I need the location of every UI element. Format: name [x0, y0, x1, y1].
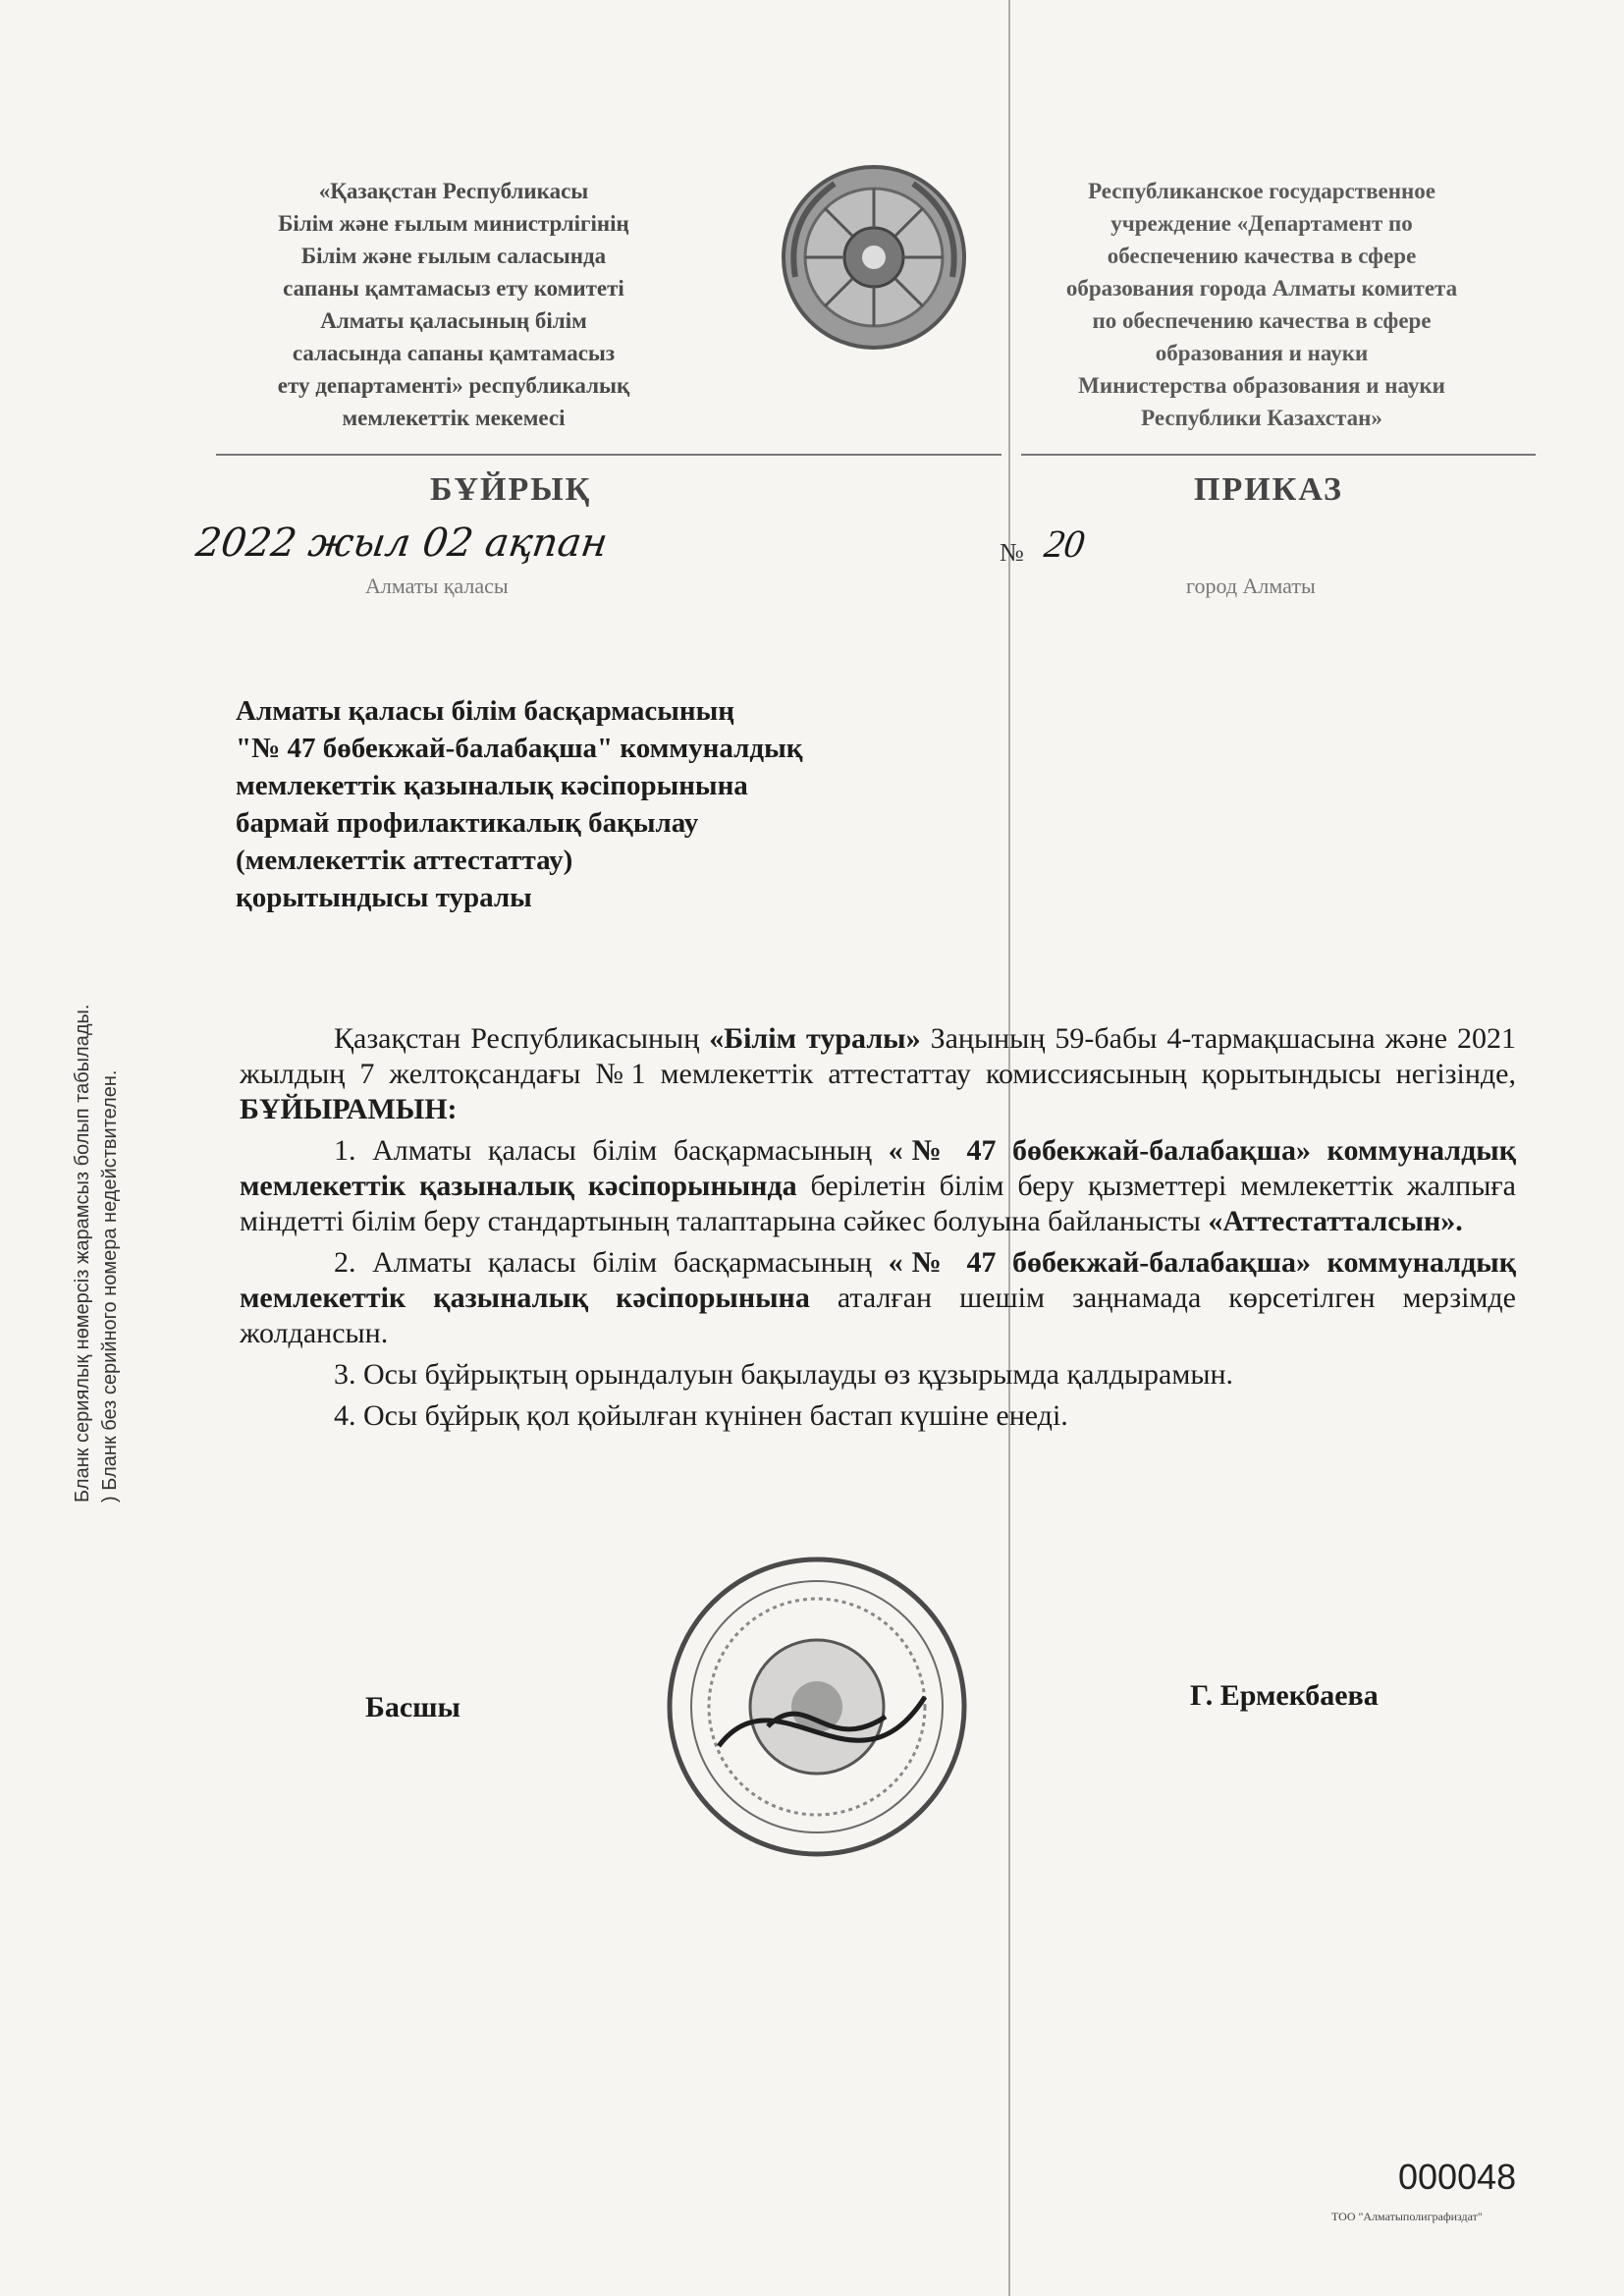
header-kz-line: Білім және ғылым саласында: [300, 244, 607, 268]
header-ru-line: обеспечению качества в сфере: [1107, 244, 1417, 268]
blank-disclaimer: [69, 835, 124, 1503]
title-line: мемлекеттік қазыналық кәсіпорынына: [236, 770, 748, 801]
header-ru: [1021, 175, 1502, 434]
intro-text: Қазақстан Республикасының: [334, 1022, 710, 1055]
official-seal-icon: [660, 1550, 974, 1864]
state-emblem-icon: [776, 159, 972, 355]
header-ru-line: образования и науки: [1155, 341, 1369, 365]
order-label-kz: БҰЙРЫҚ: [430, 471, 592, 508]
order-title: [236, 692, 802, 916]
institution-name: «№ 47 бөбекжай-балабақша» коммуналдық мемлекеттік қазыналық кәсіпорынында: [240, 1134, 1516, 1202]
handwritten-date: 2022 жыл 02 ақпан: [192, 520, 611, 566]
title-line: (мемлекеттік аттестаттау): [236, 845, 573, 876]
header-ru-line: Республиканское государственное: [1088, 179, 1435, 203]
city-ru: город Алматы: [1186, 574, 1316, 598]
law-name: «Білім туралы»: [709, 1022, 921, 1055]
order-item-1: [240, 1133, 1516, 1239]
handwritten-order-number: 20: [1041, 521, 1088, 566]
printer-imprint: ТОО "Алматыполиграфиздат": [1331, 2210, 1483, 2223]
signatory-role: Басшы: [365, 1691, 460, 1723]
header-kz-line: Білім және ғылым министрлігінің: [278, 211, 629, 236]
item-text: аталған шешім заңнамада көрсетілген мерзімде жолдансын.: [240, 1282, 1516, 1349]
item-text: берілетін білім беру қызметтері мемлекеттік жалпыға міндетті білім беру стандартының талаптарына сәйкес болуына байланысты: [240, 1170, 1516, 1237]
title-line: қорытындысы туралы: [236, 882, 532, 913]
signatory-name: Г. Ермекбаева: [1190, 1679, 1379, 1712]
disclaimer-ru: ) Бланк без серийного номера недействителен.: [99, 1069, 121, 1503]
order-label-ru: ПРИКАЗ: [1194, 471, 1343, 508]
order-item-3: 3. Осы бұйрықтың орындалуын бақылауды өз құзырымда қалдырамын.: [334, 1358, 1234, 1391]
title-line: Алматы қаласы білім басқармасының: [236, 695, 734, 727]
blank-serial-number: 000048: [1398, 2157, 1517, 2197]
header-kz-line: мемлекеттік мекемесі: [342, 406, 566, 430]
order-item-2: [240, 1245, 1516, 1351]
order-item-4: 4. Осы бұйрық қол қойылған күнінен бастап күшіне енеді.: [334, 1399, 1068, 1432]
header-kz: [218, 175, 689, 434]
intro-paragraph: [240, 1021, 1516, 1127]
header-kz-line: «Қазақстан Республикасы: [318, 179, 589, 203]
title-line: "№ 47 бөбекжай-балабақша" коммуналдық: [236, 733, 803, 764]
header-ru-line: Министерства образования и науки: [1078, 373, 1445, 398]
disclaimer-kz: Бланк сериялық нөмерсіз жарамсыз болып табылады.: [72, 1004, 93, 1503]
header-kz-line: сапаны қамтамасыз ету комитеті: [283, 276, 624, 301]
header-ru-line: Республики Казахстан»: [1141, 406, 1382, 430]
header-divider-left: [216, 454, 1001, 456]
header-ru-line: образования города Алматы комитета: [1065, 276, 1458, 301]
header-kz-line: саласында сапаны қамтамасыз: [292, 341, 616, 365]
title-line: бармай профилактикалық бақылау: [236, 807, 699, 839]
header-ru-line: учреждение «Департамент по: [1110, 211, 1413, 236]
header-kz-line: Алматы қаласының білім: [320, 308, 587, 333]
institution-name: «№ 47 бөбекжай-балабақша» коммуналдық мемлекеттік қазыналық кәсіпорынына: [240, 1246, 1516, 1314]
intro-text: Заңының 59-бабы 4-тармақшасына және 2021 жылдың 7 желтоқсандағы №1 мемлекеттік аттестаттау комиссиясының қорытындысы негізінде,: [240, 1022, 1517, 1090]
item-text: 1. Алматы қаласы білім басқармасының: [334, 1134, 889, 1167]
order-keyword: БҰЙЫРАМЫН:: [240, 1093, 458, 1125]
decision-keyword: «Аттестатталсын».: [1208, 1205, 1463, 1237]
header-kz-line: ету департаменті» республикалық: [277, 373, 630, 398]
header-divider-right: [1021, 454, 1536, 456]
number-sign: №: [1000, 538, 1024, 567]
header-ru-line: по обеспечению качества в сфере: [1092, 308, 1432, 333]
order-body: [240, 1021, 1516, 1440]
city-kz: Алматы қаласы: [365, 574, 509, 598]
item-text: 2. Алматы қаласы білім басқармасының: [334, 1246, 889, 1279]
